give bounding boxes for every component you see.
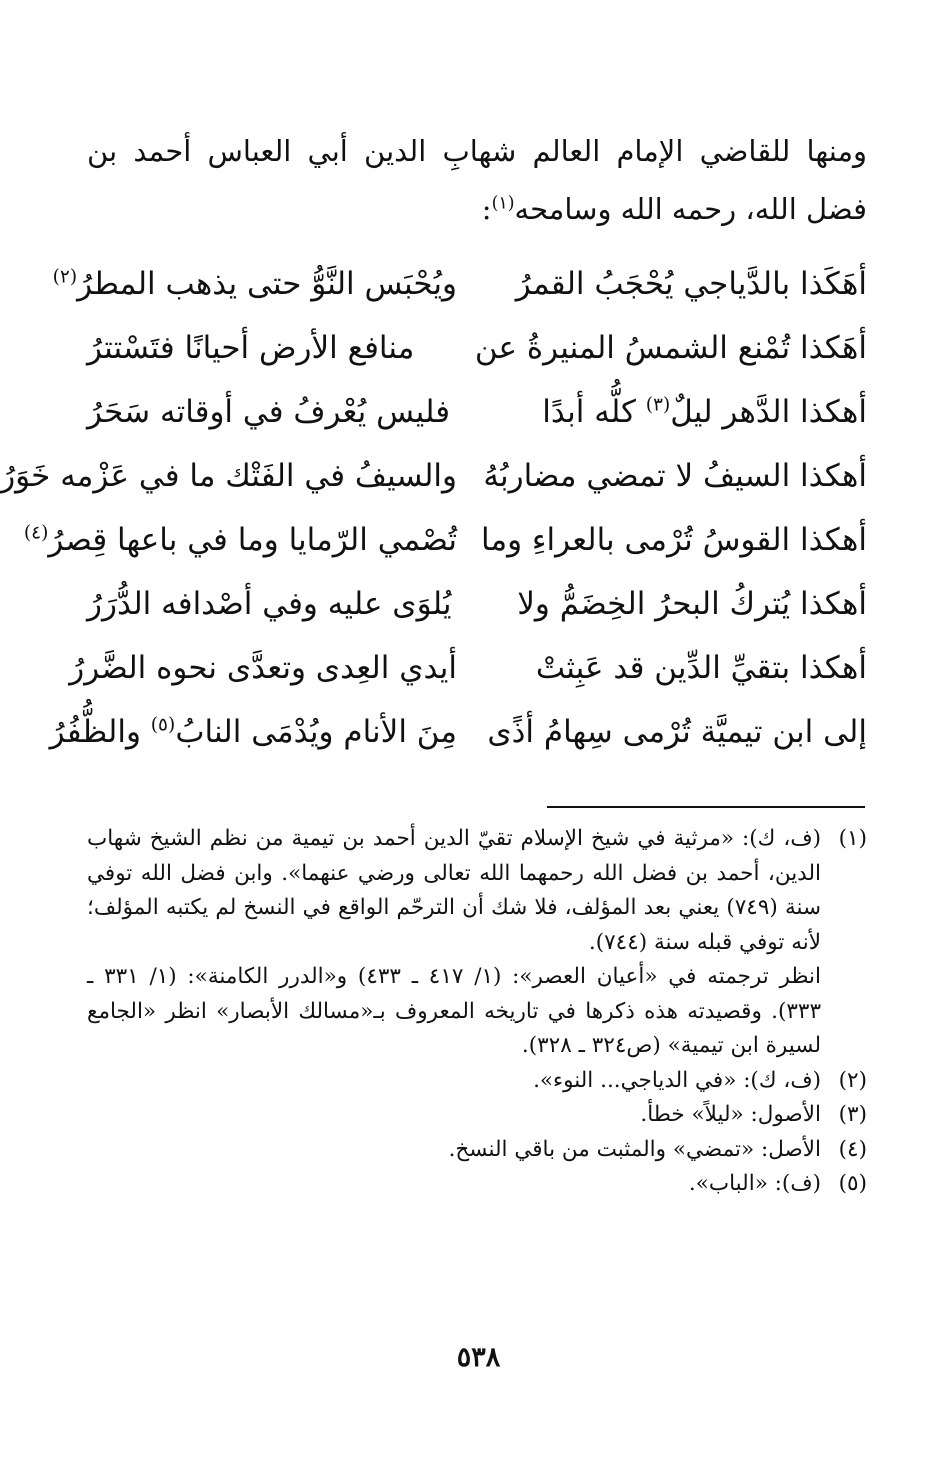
verse-7-second-hemistich: أيدي العِدى وتعدَّى نحوه الضَّررُ xyxy=(69,650,457,686)
footnote-body xyxy=(87,1133,821,1168)
verse-2-second-hemistich: منافع الأرض أحيانًا فتَسْتترُ xyxy=(87,330,415,366)
verse-1-second-hemistich: ويُحْبَس النَّوُّ حتى يذهب المطرُ$^{(٢)}$ xyxy=(52,266,457,302)
footnote-number: (٥) xyxy=(838,1171,867,1196)
footnote-body xyxy=(87,1167,821,1202)
footnote-paragraph: (ف، ك): «مرثية في شيخ الإسلام تقيّ الدين أحمد بن تيمية من نظم الشيخ شهاب الدين، أحمد بن فضل الله رحمهما الله تعالى ورضي عنهما». وابن فضل الله توفي سنة (٧٤٩) يعني بعد المؤلف، فلا شك أن الترحّم الواقع في النسخ لم يكتبه المؤلف؛ لأنه توفي قبله سنة (٧٤٤). xyxy=(87,826,821,955)
verse-1-footnote-ref[interactable]: (٢) xyxy=(52,266,78,288)
footnote-paragraph: (ف): «الباب». xyxy=(688,1171,821,1196)
verse-8-first-hemistich: إلى ابن تيميَّة تُرْمى سِهامُ أذًى xyxy=(487,714,867,750)
verse-8-footnote-ref[interactable]: (٥) xyxy=(150,714,176,736)
footnote-number: (٤) xyxy=(838,1136,867,1162)
verse-3-second-hemistich: فليس يُعْرفُ في أوقاته سَحَرُ xyxy=(87,394,451,430)
footnote-body xyxy=(87,1098,821,1133)
footnote-number: (٢) xyxy=(838,1067,867,1093)
verse-7 xyxy=(69,636,867,700)
intro-colon: : xyxy=(481,192,492,226)
verse-3-first-hemistich: أهكذا الدَّهر ليلٌ$^{(٣)}$ كلُّه أبدًا xyxy=(542,394,867,430)
verse-6-first-hemistich: أهكذا يُتركُ البحرُ الخِضَمُّ ولا xyxy=(517,586,867,622)
verse-5-footnote-ref[interactable]: (٤) xyxy=(23,522,49,544)
verse-5-second-hemistich: تُصْمي الرّمايا وما في باعها قِصرُ$^{(٤)}$ xyxy=(23,522,457,558)
footnote-paragraph: انظر ترجمته في «أعيان العصر»: (١/ ٤١٧ ـ ٤٣٣) و«الدرر الكامنة»: (١/ ٣٣١ ـ ٣٣٣). وقصيدته هذه ذكرها في تاريخه المعروف بـ«مسالك الأبصار» انظر «الجامع لسيرة ابن تيمية» (ص٣٢٤ ـ ٣٢٨). xyxy=(87,964,821,1058)
footnote-body xyxy=(87,1064,821,1099)
verse-5 xyxy=(23,508,867,572)
footnote-paragraph: الأصول: «ليلاً» خطأ. xyxy=(640,1102,821,1127)
intro-paragraph xyxy=(87,122,867,238)
verse-4 xyxy=(0,444,867,508)
intro-footnote-ref[interactable]: (١) xyxy=(491,193,515,214)
verse-3-footnote-ref[interactable]: (٣) xyxy=(645,394,671,416)
verse-6-second-hemistich: يُلوَى عليه وفي أصْدافه الدُّرَرُ xyxy=(87,586,452,622)
footnotes xyxy=(87,822,867,1202)
footnote-2 xyxy=(87,1064,867,1099)
verse-6 xyxy=(87,572,867,636)
verse-8 xyxy=(49,700,867,764)
footnote-separator xyxy=(547,806,865,808)
footnote-1 xyxy=(87,822,867,1064)
verse-2-first-hemistich: أهَكذا تُمْنع الشمسُ المنيرةُ عن xyxy=(474,330,867,366)
footnote-paragraph: (ف، ك): «في الدياجي... النوء». xyxy=(533,1067,821,1093)
footnote-number: (٣) xyxy=(838,1102,867,1127)
verse-4-first-hemistich: أهكذا السيفُ لا تمضي مضاربُهُ xyxy=(483,458,867,494)
poem xyxy=(0,252,867,764)
verse-4-second-hemistich: والسيفُ في الفَتْك ما في عَزْمه خَوَرُ xyxy=(0,458,457,494)
footnote-body xyxy=(87,822,821,1064)
page-number: ٥٣٨ xyxy=(456,1342,501,1373)
verse-1 xyxy=(52,252,867,316)
verse-8-second-hemistich: مِنَ الأنام ويُدْمَى النابُ$^{(٥)}$ والظُّفُرُ xyxy=(49,714,457,750)
footnote-4 xyxy=(87,1133,867,1168)
footnote-5 xyxy=(87,1167,867,1202)
verse-5-first-hemistich: أهكذا القوسُ تُرْمى بالعراءِ وما xyxy=(481,522,867,558)
footnote-3 xyxy=(87,1098,867,1133)
verse-2 xyxy=(87,316,867,380)
verse-3 xyxy=(87,380,867,444)
intro-text: ومنها للقاضي الإمام العالم شهابِ الدين أبي العباس أحمد بن فضل الله، رحمه الله وسامحه xyxy=(87,134,867,226)
footnote-paragraph: الأصل: «تمضي» والمثبت من باقي النسخ. xyxy=(448,1136,821,1162)
verse-1-first-hemistich: أهَكَذا بالدَّياجي يُحْجَبُ القمرُ xyxy=(515,266,867,302)
verse-7-first-hemistich: أهكذا بتقيِّ الدِّين قد عَبِثتْ xyxy=(535,650,867,686)
footnote-number: (١) xyxy=(838,826,867,851)
